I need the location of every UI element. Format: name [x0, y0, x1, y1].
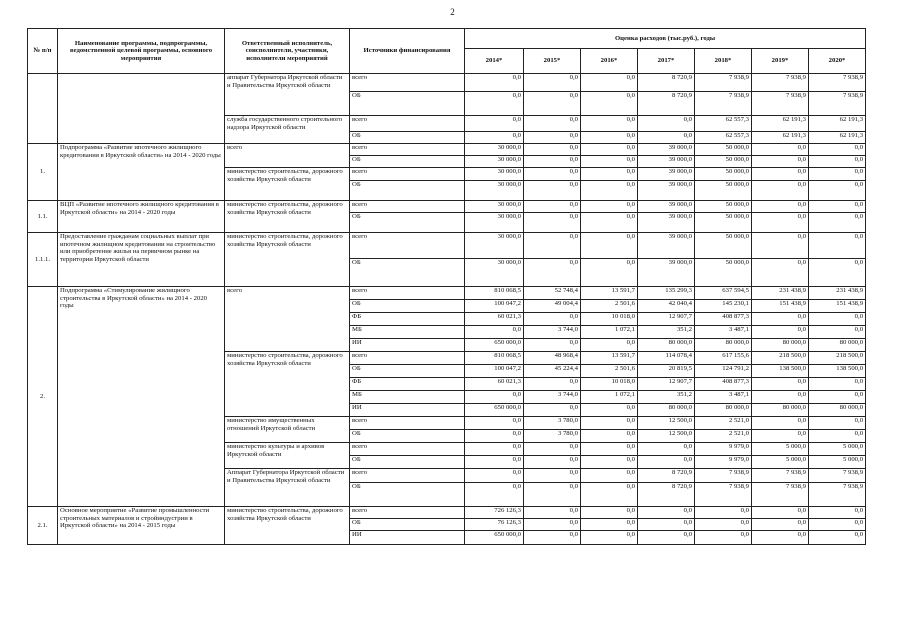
cell-value: 218 500,0 [752, 352, 809, 365]
cell-value: 0,0 [465, 391, 524, 404]
table-body [28, 74, 866, 545]
cell-value: 145 230,1 [695, 300, 752, 313]
cell-value: 10 018,0 [581, 313, 638, 326]
cell-value: 7 938,9 [809, 74, 866, 92]
cell-value: 0,0 [752, 168, 809, 181]
cell-value: 62 557,3 [695, 116, 752, 132]
cell-value: 0,0 [581, 233, 638, 259]
cell-value: 0,0 [581, 213, 638, 233]
cell-name: Подпрограмма «Развитие ипотечного жилищного кредитования в Иркутской области» на 2014 - 2020 годы [58, 144, 225, 201]
cell-value: 80 000,0 [809, 339, 866, 352]
cell-value: 0,0 [524, 259, 581, 287]
cell-exec: министерство строительства, дорожного хозяйства Иркутской области [225, 168, 350, 201]
cell-value: 50 000,0 [695, 181, 752, 201]
cell-source: ИИ [350, 339, 465, 352]
cell-value: 0,0 [581, 531, 638, 545]
cell-value: 42 040,4 [638, 300, 695, 313]
cell-value: 50 000,0 [695, 259, 752, 287]
header-year: 2018* [695, 49, 752, 74]
cell-value: 39 000,0 [638, 259, 695, 287]
cell-value: 50 000,0 [695, 168, 752, 181]
cell-source: ОБ [350, 181, 465, 201]
cell-value: 45 224,4 [524, 365, 581, 378]
header-year: 2014* [465, 49, 524, 74]
cell-value: 0,0 [465, 456, 524, 469]
cell-value: 0,0 [809, 201, 866, 213]
cell-value: 0,0 [524, 443, 581, 456]
cell-value: 13 591,7 [581, 352, 638, 365]
cell-value: 60 021,3 [465, 313, 524, 326]
cell-value: 151 438,9 [809, 300, 866, 313]
cell-value: 0,0 [752, 430, 809, 443]
cell-source: ИИ [350, 531, 465, 545]
cell-num: 2. [28, 287, 58, 507]
cell-value: 7 938,9 [809, 92, 866, 116]
cell-value: 0,0 [809, 326, 866, 339]
cell-value: 12 907,7 [638, 378, 695, 391]
cell-source: всего [350, 417, 465, 430]
cell-value: 50 000,0 [695, 156, 752, 168]
cell-exec: министерство имущественных отношений Иркутской области [225, 417, 350, 443]
cell-value: 2 501,6 [581, 300, 638, 313]
cell-exec: всего [225, 287, 350, 352]
cell-value: 408 877,3 [695, 378, 752, 391]
cell-value: 3 744,0 [524, 326, 581, 339]
cell-value: 7 938,9 [809, 469, 866, 483]
cell-value: 39 000,0 [638, 213, 695, 233]
cell-value: 7 938,9 [752, 469, 809, 483]
cell-name: Предоставление гражданам социальных выплат при ипотечном жилищном кредитовании на строительство или приобретение жилья на первичном рынке на территории Иркутской области [58, 233, 225, 287]
cell-value: 0,0 [752, 233, 809, 259]
cell-value: 0,0 [695, 519, 752, 531]
cell-value: 9 979,0 [695, 443, 752, 456]
cell-value: 7 938,9 [809, 483, 866, 507]
table-row [28, 74, 866, 92]
cell-value: 39 000,0 [638, 233, 695, 259]
cell-value: 0,0 [752, 326, 809, 339]
cell-value: 637 594,5 [695, 287, 752, 300]
cell-value: 0,0 [465, 430, 524, 443]
cell-num: 1.1. [28, 201, 58, 233]
table-row [28, 201, 866, 213]
cell-value: 0,0 [752, 144, 809, 156]
cell-value: 0,0 [809, 519, 866, 531]
cell-value: 0,0 [581, 469, 638, 483]
cell-value: 0,0 [524, 156, 581, 168]
cell-source: ОБ [350, 456, 465, 469]
cell-value: 408 877,3 [695, 313, 752, 326]
cell-value: 1 072,1 [581, 326, 638, 339]
cell-source: ОБ [350, 519, 465, 531]
cell-value: 7 938,9 [752, 483, 809, 507]
header-year: 2015* [524, 49, 581, 74]
cell-source: ОБ [350, 156, 465, 168]
cell-value: 0,0 [809, 417, 866, 430]
header-exec: Ответственный исполнитель, соисполнители, участники, исполнители мероприятий [225, 29, 350, 74]
cell-value: 0,0 [524, 456, 581, 469]
cell-source: всего [350, 233, 465, 259]
cell-value: 810 068,5 [465, 352, 524, 365]
cell-value: 62 557,3 [695, 132, 752, 144]
cell-value: 0,0 [638, 507, 695, 519]
cell-source: ИИ [350, 404, 465, 417]
cell-value: 0,0 [752, 181, 809, 201]
cell-value: 138 500,0 [752, 365, 809, 378]
cell-value: 3 487,1 [695, 326, 752, 339]
cell-value: 0,0 [809, 531, 866, 545]
cell-source: ОБ [350, 132, 465, 144]
cell-source: МБ [350, 326, 465, 339]
cell-value: 62 191,3 [809, 132, 866, 144]
cell-value: 0,0 [809, 181, 866, 201]
cell-value: 0,0 [465, 132, 524, 144]
cell-value: 0,0 [638, 132, 695, 144]
cell-value: 0,0 [581, 74, 638, 92]
cell-value: 50 000,0 [695, 233, 752, 259]
cell-value: 0,0 [752, 259, 809, 287]
cell-value: 0,0 [524, 168, 581, 181]
cell-value: 650 000,0 [465, 531, 524, 545]
cell-value: 50 000,0 [695, 201, 752, 213]
cell-value: 9 979,0 [695, 456, 752, 469]
cell-value: 30 000,0 [465, 259, 524, 287]
cell-value: 0,0 [581, 259, 638, 287]
cell-value: 7 938,9 [695, 469, 752, 483]
cell-value: 0,0 [524, 132, 581, 144]
cell-value: 231 438,9 [752, 287, 809, 300]
cell-value: 650 000,0 [465, 339, 524, 352]
expense-table [27, 28, 866, 545]
cell-value: 0,0 [752, 313, 809, 326]
cell-value: 10 018,0 [581, 378, 638, 391]
table-row [28, 144, 866, 156]
cell-value: 12 500,0 [638, 417, 695, 430]
cell-source: МБ [350, 391, 465, 404]
cell-value: 0,0 [638, 116, 695, 132]
cell-value: 0,0 [581, 507, 638, 519]
cell-value: 0,0 [524, 116, 581, 132]
cell-value: 810 068,5 [465, 287, 524, 300]
cell-value: 0,0 [581, 181, 638, 201]
cell-source: ОБ [350, 213, 465, 233]
cell-value: 0,0 [581, 168, 638, 181]
cell-value: 0,0 [809, 391, 866, 404]
cell-value: 0,0 [581, 443, 638, 456]
cell-name: Основное мероприятие «Развитие промышленности строительных материалов и стройиндустрии в Иркутской области» на 2014 - 2015 годы [58, 507, 225, 545]
header-year: 2016* [581, 49, 638, 74]
header-num: № п/п [28, 29, 58, 74]
cell-value: 0,0 [809, 233, 866, 259]
cell-value: 5 000,0 [752, 456, 809, 469]
cell-value: 0,0 [809, 213, 866, 233]
header-name: Наименование программы, подпрограммы, ведомственной целевой программы, основного мероприятия [58, 29, 225, 74]
cell-value: 49 004,4 [524, 300, 581, 313]
cell-value: 0,0 [809, 313, 866, 326]
cell-value: 0,0 [524, 519, 581, 531]
page-number: 2 [450, 7, 455, 17]
cell-value: 30 000,0 [465, 181, 524, 201]
cell-value: 0,0 [465, 92, 524, 116]
cell-value: 12 500,0 [638, 430, 695, 443]
cell-value: 5 000,0 [809, 443, 866, 456]
cell-source: ФБ [350, 378, 465, 391]
cell-source: всего [350, 168, 465, 181]
cell-source: ОБ [350, 430, 465, 443]
cell-value: 726 126,3 [465, 507, 524, 519]
cell-value: 0,0 [524, 404, 581, 417]
cell-value: 2 521,0 [695, 417, 752, 430]
cell-source: всего [350, 74, 465, 92]
cell-exec: аппарат Губернатора Иркутской области и Правительства Иркутской области [225, 74, 350, 116]
cell-value: 80 000,0 [695, 404, 752, 417]
table-row [28, 287, 866, 300]
cell-source: всего [350, 469, 465, 483]
cell-value: 0,0 [524, 531, 581, 545]
cell-value: 3 487,1 [695, 391, 752, 404]
cell-source: всего [350, 201, 465, 213]
cell-value: 0,0 [809, 430, 866, 443]
cell-value: 0,0 [752, 507, 809, 519]
cell-value: 138 500,0 [809, 365, 866, 378]
cell-source: ОБ [350, 259, 465, 287]
cell-exec: всего [225, 144, 350, 168]
cell-value: 151 438,9 [752, 300, 809, 313]
cell-value: 5 000,0 [809, 456, 866, 469]
header-estimate: Оценка расходов (тыс.руб.), годы [465, 29, 866, 49]
cell-value: 52 748,4 [524, 287, 581, 300]
cell-value: 0,0 [581, 116, 638, 132]
cell-value: 39 000,0 [638, 168, 695, 181]
cell-value: 0,0 [638, 456, 695, 469]
cell-value: 30 000,0 [465, 213, 524, 233]
cell-value: 0,0 [752, 156, 809, 168]
cell-value: 62 191,3 [809, 116, 866, 132]
cell-num: 1. [28, 144, 58, 201]
cell-value: 0,0 [524, 507, 581, 519]
cell-value: 0,0 [581, 92, 638, 116]
cell-exec: министерство строительства, дорожного хозяйства Иркутской области [225, 201, 350, 233]
cell-value: 0,0 [465, 443, 524, 456]
header-year: 2019* [752, 49, 809, 74]
cell-value: 0,0 [524, 483, 581, 507]
cell-value: 0,0 [524, 378, 581, 391]
cell-value: 7 938,9 [752, 74, 809, 92]
cell-value: 0,0 [638, 519, 695, 531]
cell-value: 0,0 [524, 181, 581, 201]
cell-source: ОБ [350, 365, 465, 378]
cell-value: 80 000,0 [809, 404, 866, 417]
header-year: 2017* [638, 49, 695, 74]
cell-value: 114 078,4 [638, 352, 695, 365]
cell-value: 7 938,9 [695, 92, 752, 116]
cell-value: 351,2 [638, 326, 695, 339]
cell-source: всего [350, 287, 465, 300]
cell-value: 50 000,0 [695, 144, 752, 156]
cell-value: 0,0 [581, 339, 638, 352]
cell-value: 0,0 [581, 144, 638, 156]
cell-source: ФБ [350, 313, 465, 326]
cell-value: 2 501,6 [581, 365, 638, 378]
cell-num: 2.1. [28, 507, 58, 545]
cell-value: 7 938,9 [695, 483, 752, 507]
cell-value: 218 500,0 [809, 352, 866, 365]
cell-num: 1.1.1. [28, 233, 58, 287]
cell-value: 13 591,7 [581, 287, 638, 300]
cell-source: всего [350, 144, 465, 156]
cell-value: 76 126,3 [465, 519, 524, 531]
cell-source: ОБ [350, 483, 465, 507]
cell-value: 124 791,2 [695, 365, 752, 378]
cell-value: 0,0 [581, 404, 638, 417]
cell-value: 39 000,0 [638, 181, 695, 201]
cell-value: 0,0 [524, 469, 581, 483]
cell-value: 12 907,7 [638, 313, 695, 326]
cell-name [58, 74, 225, 144]
cell-value: 8 720,9 [638, 483, 695, 507]
cell-value: 0,0 [524, 201, 581, 213]
cell-value: 0,0 [809, 378, 866, 391]
cell-value: 3 780,0 [524, 417, 581, 430]
cell-value: 3 744,0 [524, 391, 581, 404]
cell-value: 7 938,9 [752, 92, 809, 116]
cell-exec: министерство строительства, дорожного хозяйства Иркутской области [225, 352, 350, 417]
cell-value: 5 000,0 [752, 443, 809, 456]
cell-value: 80 000,0 [638, 339, 695, 352]
cell-value: 0,0 [809, 507, 866, 519]
cell-value: 7 938,9 [695, 74, 752, 92]
cell-value: 60 021,3 [465, 378, 524, 391]
cell-value: 0,0 [752, 391, 809, 404]
cell-value: 8 720,9 [638, 74, 695, 92]
cell-value: 0,0 [581, 417, 638, 430]
cell-value: 0,0 [581, 201, 638, 213]
cell-value: 0,0 [809, 259, 866, 287]
cell-value: 0,0 [752, 378, 809, 391]
cell-value: 80 000,0 [638, 404, 695, 417]
cell-value: 20 819,5 [638, 365, 695, 378]
cell-num [28, 74, 58, 144]
cell-value: 0,0 [465, 326, 524, 339]
cell-value: 30 000,0 [465, 144, 524, 156]
cell-value: 80 000,0 [752, 404, 809, 417]
cell-name: Подпрограмма «Стимулирование жилищного строительства в Иркутской области» на 2014 - 2020 годы [58, 287, 225, 507]
cell-value: 0,0 [465, 469, 524, 483]
cell-value: 0,0 [752, 519, 809, 531]
cell-value: 48 968,4 [524, 352, 581, 365]
cell-value: 0,0 [465, 74, 524, 92]
cell-value: 0,0 [465, 417, 524, 430]
header-year: 2020* [809, 49, 866, 74]
cell-value: 8 720,9 [638, 469, 695, 483]
cell-value: 30 000,0 [465, 201, 524, 213]
cell-value: 617 155,6 [695, 352, 752, 365]
cell-value: 0,0 [524, 74, 581, 92]
cell-value: 135 299,3 [638, 287, 695, 300]
cell-value: 80 000,0 [752, 339, 809, 352]
cell-value: 0,0 [638, 443, 695, 456]
cell-exec: министерство строительства, дорожного хозяйства Иркутской области [225, 233, 350, 287]
cell-exec: министерство культуры и архивов Иркутской области [225, 443, 350, 469]
cell-value: 50 000,0 [695, 213, 752, 233]
cell-value: 30 000,0 [465, 156, 524, 168]
cell-value: 0,0 [524, 339, 581, 352]
cell-value: 39 000,0 [638, 201, 695, 213]
cell-value: 0,0 [524, 213, 581, 233]
cell-value: 0,0 [809, 144, 866, 156]
cell-value: 0,0 [581, 430, 638, 443]
cell-value: 2 521,0 [695, 430, 752, 443]
cell-exec: министерство строительства, дорожного хозяйства Иркутской области [225, 507, 350, 545]
cell-value: 39 000,0 [638, 156, 695, 168]
cell-value: 0,0 [752, 417, 809, 430]
cell-value: 0,0 [524, 313, 581, 326]
cell-value: 100 047,2 [465, 365, 524, 378]
cell-value: 231 438,9 [809, 287, 866, 300]
cell-value: 0,0 [752, 531, 809, 545]
cell-value: 0,0 [695, 531, 752, 545]
cell-source: всего [350, 352, 465, 365]
cell-value: 30 000,0 [465, 168, 524, 181]
header-src: Источники финансирования [350, 29, 465, 74]
cell-value: 30 000,0 [465, 233, 524, 259]
cell-value: 650 000,0 [465, 404, 524, 417]
cell-value: 62 191,3 [752, 116, 809, 132]
cell-value: 39 000,0 [638, 144, 695, 156]
cell-value: 1 072,1 [581, 391, 638, 404]
cell-value: 62 191,3 [752, 132, 809, 144]
cell-source: всего [350, 443, 465, 456]
cell-value: 0,0 [638, 531, 695, 545]
cell-exec: служба государственного строительного надзора Иркутской области [225, 116, 350, 144]
table-row [28, 233, 866, 259]
cell-value: 0,0 [581, 156, 638, 168]
cell-value: 0,0 [695, 507, 752, 519]
cell-value: 80 000,0 [695, 339, 752, 352]
cell-value: 0,0 [465, 116, 524, 132]
cell-source: всего [350, 116, 465, 132]
cell-value: 0,0 [581, 132, 638, 144]
cell-source: ОБ [350, 92, 465, 116]
cell-source: всего [350, 507, 465, 519]
cell-value: 0,0 [465, 483, 524, 507]
cell-value: 8 720,9 [638, 92, 695, 116]
cell-value: 0,0 [524, 144, 581, 156]
cell-value: 0,0 [524, 92, 581, 116]
cell-value: 0,0 [752, 201, 809, 213]
cell-value: 0,0 [524, 233, 581, 259]
cell-exec: Аппарат Губернатора Иркутской области и Правительства Иркутской области [225, 469, 350, 507]
table-row [28, 507, 866, 519]
cell-source: ОБ [350, 300, 465, 313]
cell-value: 3 780,0 [524, 430, 581, 443]
cell-value: 0,0 [581, 456, 638, 469]
cell-value: 0,0 [809, 168, 866, 181]
cell-name: ВЦП «Развитие ипотечного жилищного кредитования в Иркутской области» на 2014 - 2020 годы [58, 201, 225, 233]
cell-value: 0,0 [752, 213, 809, 233]
cell-value: 0,0 [581, 483, 638, 507]
cell-value: 0,0 [809, 156, 866, 168]
cell-value: 100 047,2 [465, 300, 524, 313]
cell-value: 351,2 [638, 391, 695, 404]
cell-value: 0,0 [581, 519, 638, 531]
